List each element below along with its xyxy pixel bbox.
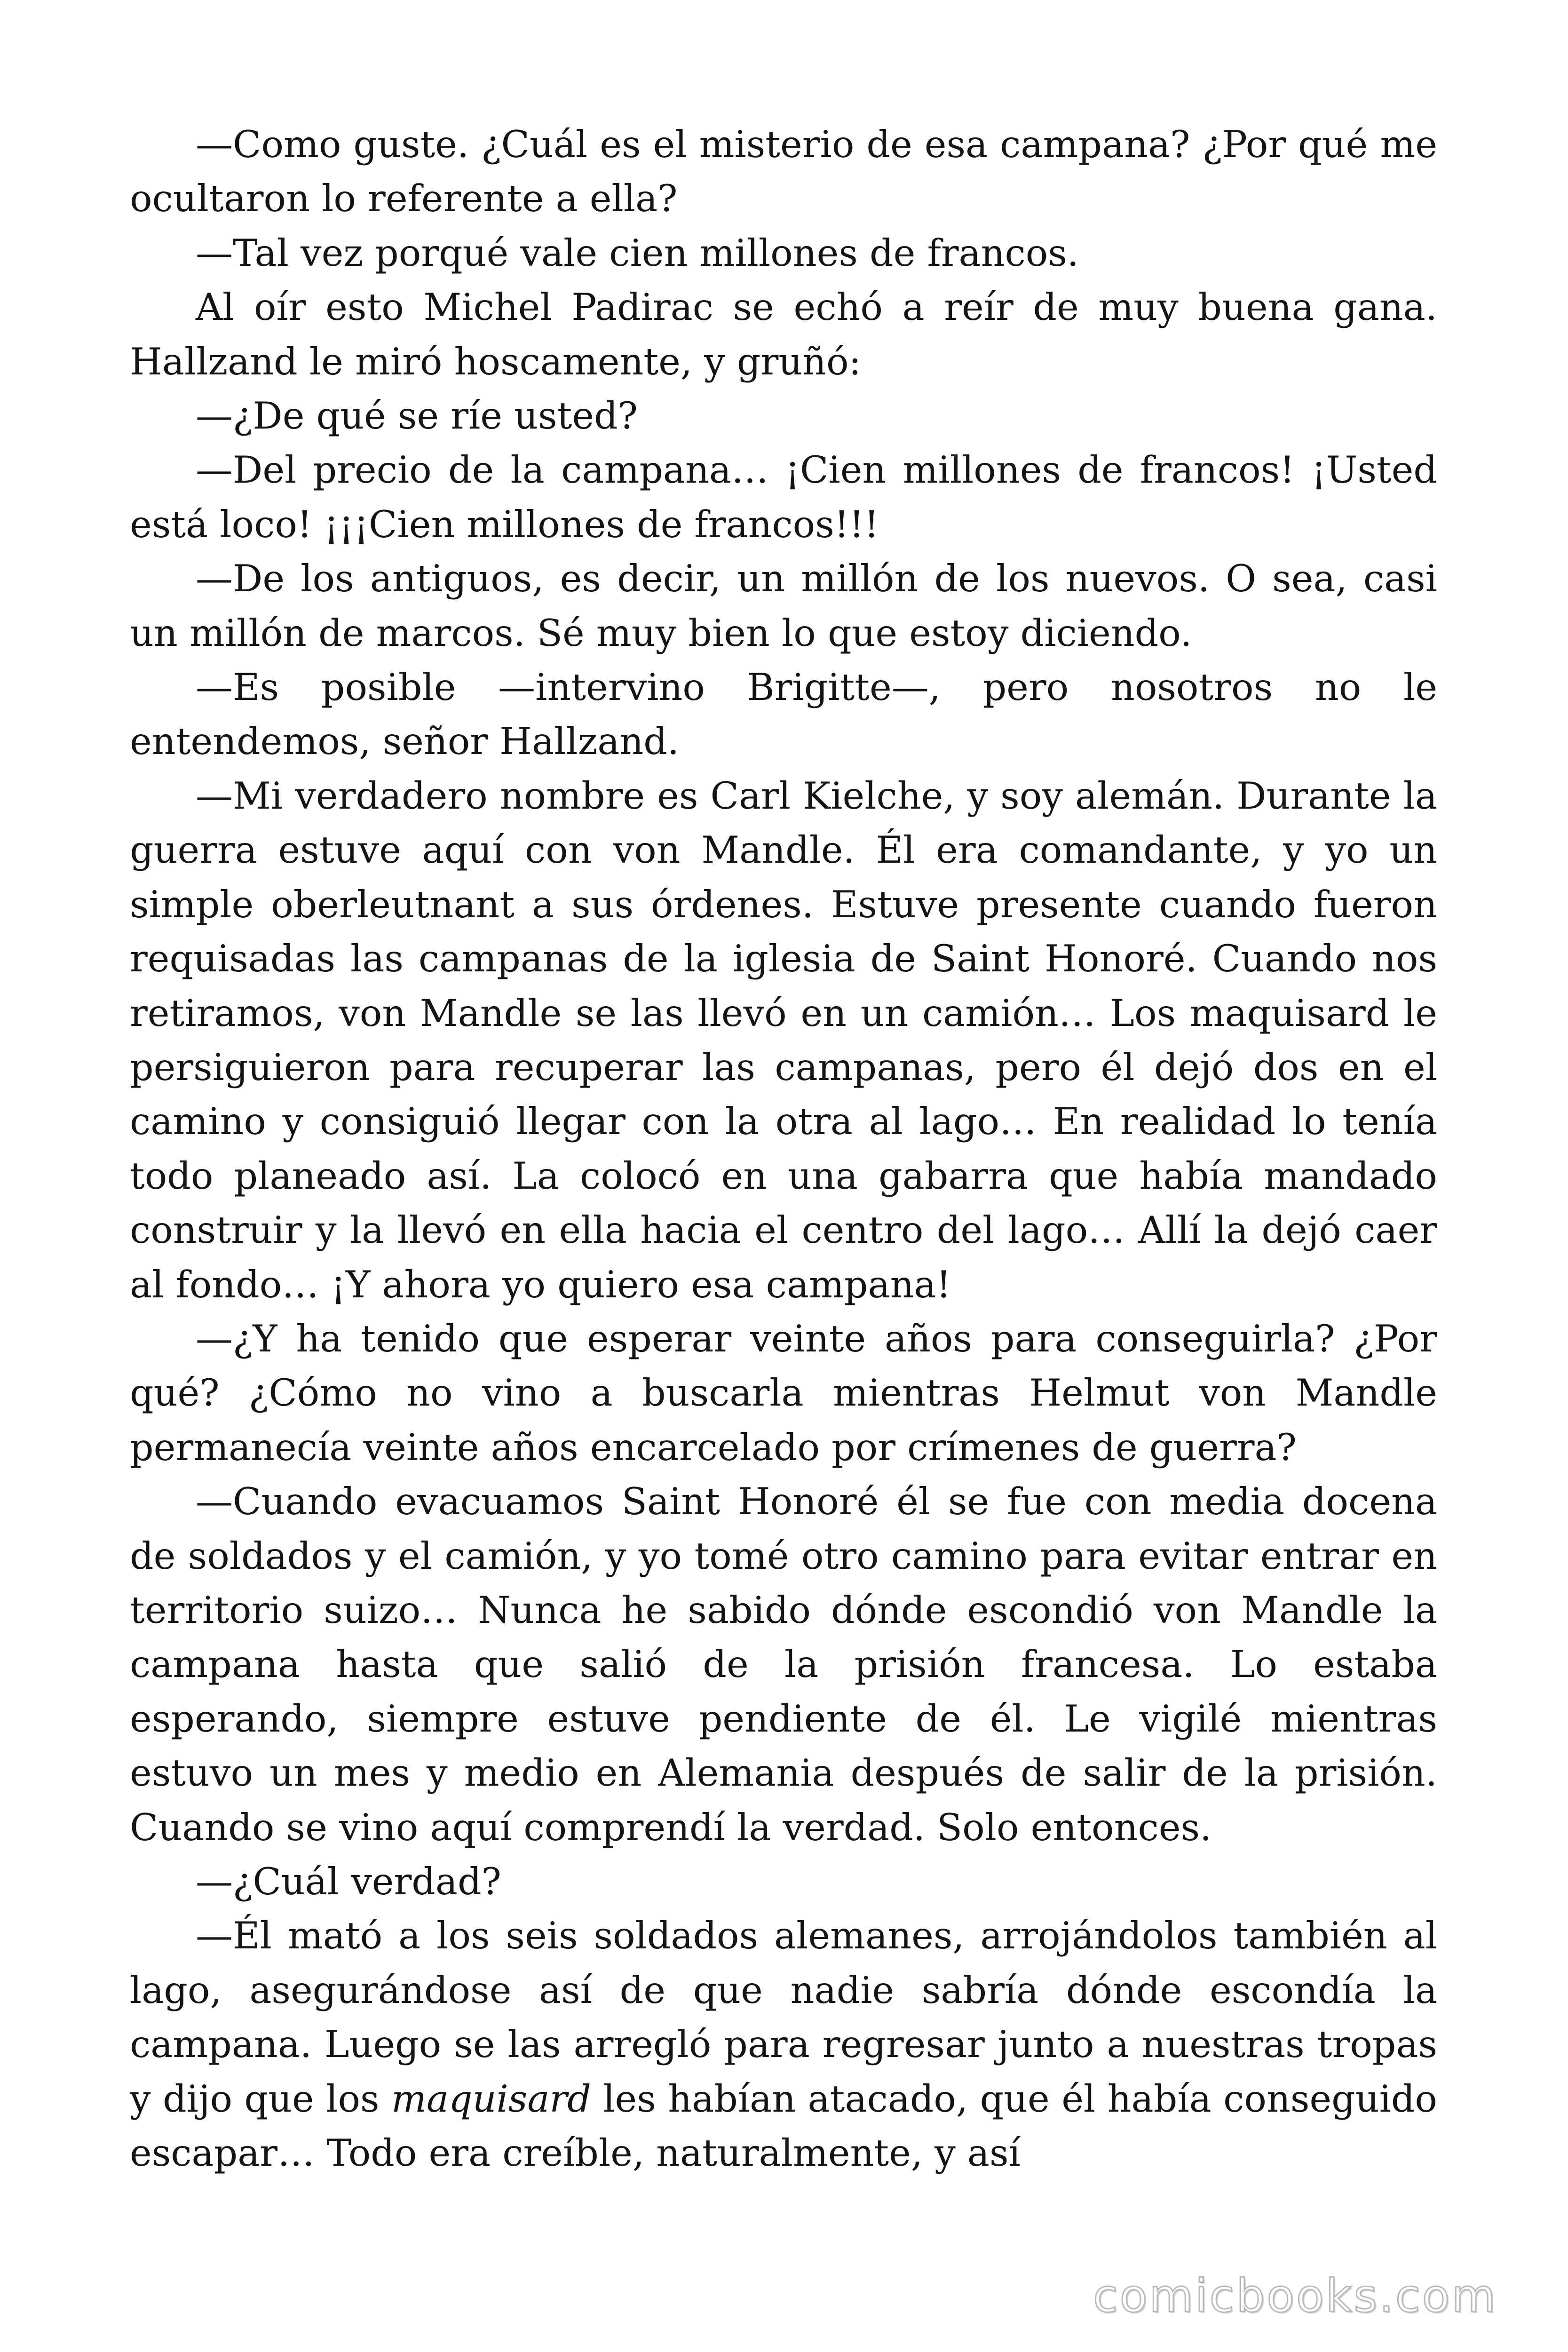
paragraph: —Del precio de la campana… ¡Cien millones de francos! ¡Usted está loco! ¡¡¡Cien millones de francos!!!: [130, 448, 1437, 546]
paragraph: —¿Cuál verdad?: [196, 1860, 501, 1903]
body-text: [130, 118, 1437, 2180]
paragraph: —¿Y ha tenido que esperar veinte años para conseguirla? ¿Por qué? ¿Cómo no vino a buscarla mientras Helmut von Mandle permanecía veinte años encarcelado por crímenes de guerra?: [130, 1317, 1437, 1469]
paragraph: —Mi verdadero nombre es Carl Kielche, y soy alemán. Durante la guerra estuve aquí con von Mandle. Él era comandante, y yo un simple oberleutnant a sus órdenes. Estuve presente cuando fueron requisadas las campanas de la iglesia de Saint Honoré. Cuando nos retiramos, von Mandle se las llevó en un camión… Los maquisard le persiguieron para recuperar las campanas, pero él dejó dos en el camino y consiguió llegar con la otra al lago… En realidad lo tenía todo planeado así. La colocó en una gabarra que había mandado construir y la llevó en ella hacia el centro del lago… Allí la dejó caer al fondo… ¡Y ahora yo quiero esa campana!: [130, 774, 1437, 1306]
paragraph: —De los antiguos, es decir, un millón de los nuevos. O sea, casi un millón de marcos. Sé muy bien lo que estoy diciendo.: [130, 557, 1437, 655]
paragraph: —Es posible —intervino Brigitte—, pero nosotros no le entendemos, señor Hallzand.: [130, 666, 1437, 763]
paragraph: —Cuando evacuamos Saint Honoré él se fue con media docena de soldados y el camión, y yo tomé otro camino para evitar entrar en territorio suizo… Nunca he sabido dónde escondió von Mandle la campana hasta que salió de la prisión francesa. Lo estaba esperando, siempre estuve pendiente de él. Le vigilé mientras estuvo un mes y medio en Alemania después de salir de la prisión. Cuando se vino aquí comprendí la verdad. Solo entonces.: [130, 1480, 1437, 1849]
paragraph-text: —Él mató a los seis soldados alemanes, arrojándolos también al lago, asegurándose así de que nadie sabría dónde escondía la campana. Luego se las arregló para regresar junto a nuestras tropas y dijo que los: [130, 1914, 1437, 2121]
paragraph: Al oír esto Michel Padirac se echó a reír de muy buena gana. Hallzand le miró hoscamente, y gruñó:: [130, 286, 1437, 383]
paragraph-text: les habían atacado, que él había conseguido escapar… Todo era creíble, naturalmente, y así: [130, 2077, 1437, 2175]
watermark: comicbooks.com: [1093, 2270, 1497, 2322]
paragraph-last: [130, 1909, 1437, 2180]
paragraph: —Como guste. ¿Cuál es el misterio de esa campana? ¿Por qué me ocultaron lo referente a ella?: [130, 123, 1437, 221]
paragraph: —¿De qué se ríe usted?: [196, 394, 638, 438]
paragraph: —Tal vez porqué vale cien millones de francos.: [196, 231, 1079, 275]
italic-term: maquisard: [391, 2077, 591, 2121]
